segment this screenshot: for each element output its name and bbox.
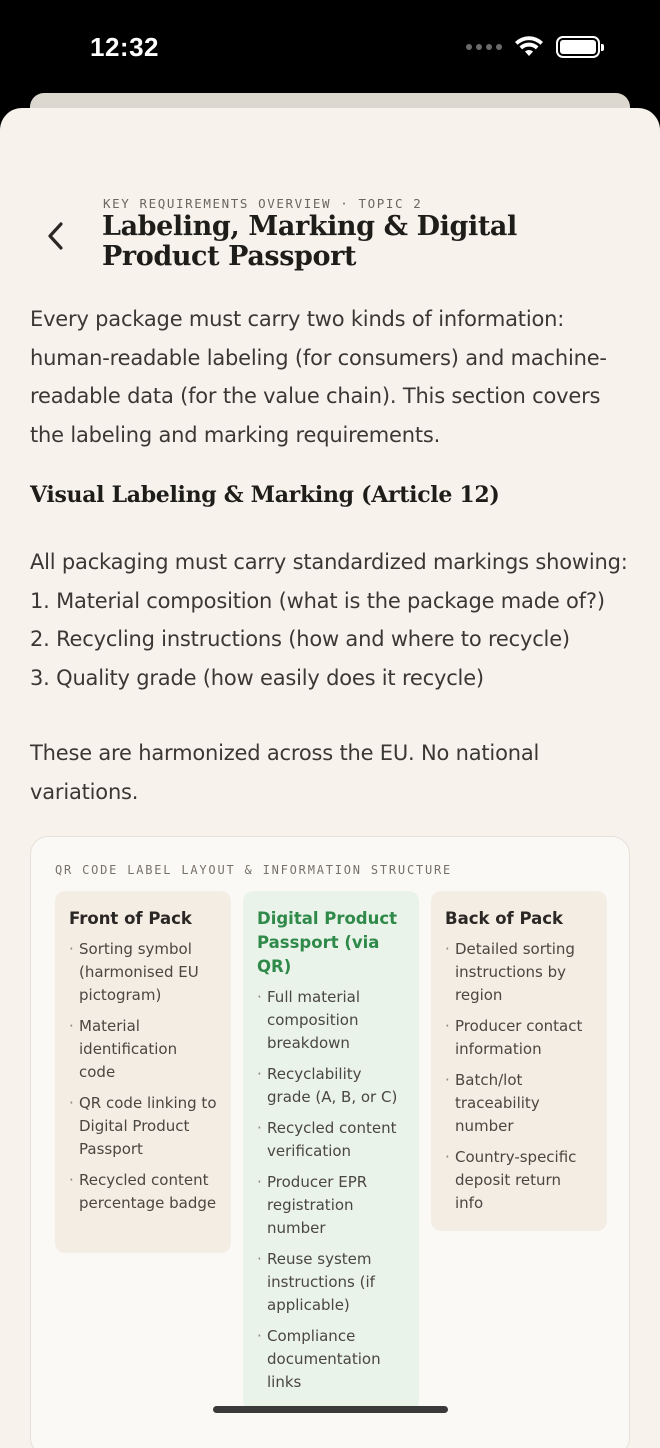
list-item: · Country-specific deposit return info: [445, 1146, 593, 1215]
chevron-left-icon: [46, 221, 66, 251]
list-item: · Recycled content percentage badge: [69, 1169, 217, 1215]
list-item: · Recycled content verification: [257, 1117, 405, 1163]
topic-sheet[interactable]: [0, 108, 660, 1448]
eyebrow-label: KEY REQUIREMENTS OVERVIEW · TOPIC 2: [103, 196, 423, 211]
list-item: · Recyclability grade (A, B, or C): [257, 1063, 405, 1109]
home-indicator[interactable]: [213, 1406, 448, 1413]
battery-fill: [560, 40, 596, 54]
column-list: [257, 986, 405, 1394]
column-list: [445, 938, 593, 1215]
label-layout-card: [30, 836, 630, 1448]
column-title: Digital Product Passport (via QR): [257, 909, 398, 976]
requirement-item: 2. Recycling instructions (how and where to recycle): [30, 627, 570, 651]
status-time: 12:32: [90, 32, 159, 62]
list-item: · Detailed sorting instructions by region: [445, 938, 593, 1007]
wifi-icon: [514, 36, 544, 58]
list-item: · Material identification code: [69, 1015, 217, 1084]
status-icons: [466, 36, 600, 58]
list-item: · Batch/lot traceability number: [445, 1069, 593, 1138]
column-back-of-pack: [431, 891, 607, 1231]
list-item: · Producer contact information: [445, 1015, 593, 1061]
back-button[interactable]: [40, 218, 72, 254]
card-caption: QR CODE LABEL LAYOUT & INFORMATION STRUCTURE: [55, 863, 453, 877]
column-title: Back of Pack: [445, 909, 564, 928]
page-title: Labeling, Marking & Digital Product Passport: [102, 211, 517, 272]
status-bar: [0, 0, 660, 100]
list-item: · Compliance documentation links: [257, 1325, 405, 1394]
section-heading: Visual Labeling & Marking (Article 12): [30, 482, 500, 508]
battery-icon: [556, 36, 600, 58]
intro-paragraph: Every package must carry two kinds of information: human-readable labeling (for consumers) and machine-readable data (for the value chain). This section covers the labeling and marking requirements.: [30, 307, 607, 447]
requirements-list: [30, 543, 630, 697]
requirement-item: 1. Material composition (what is the package made of?): [30, 588, 605, 613]
requirements-intro: All packaging must carry standardized markings showing:: [30, 550, 628, 574]
list-item: · QR code linking to Digital Product Passport: [69, 1092, 217, 1161]
column-list: [69, 938, 217, 1215]
list-item: · Full material composition breakdown: [257, 986, 405, 1055]
list-item: · Producer EPR registration number: [257, 1171, 405, 1240]
list-item: · Sorting symbol (harmonised EU pictogram): [69, 938, 217, 1007]
requirement-item: 3. Quality grade (how easily does it recycle): [30, 665, 484, 690]
column-front-of-pack: [55, 891, 231, 1253]
list-item: · Reuse system instructions (if applicable): [257, 1248, 405, 1317]
signal-icon: [466, 44, 502, 50]
harmonized-paragraph: These are harmonized across the EU. No national variations.: [30, 741, 540, 804]
column-title: Front of Pack: [69, 909, 192, 928]
column-digital-product-passport: [243, 891, 419, 1411]
